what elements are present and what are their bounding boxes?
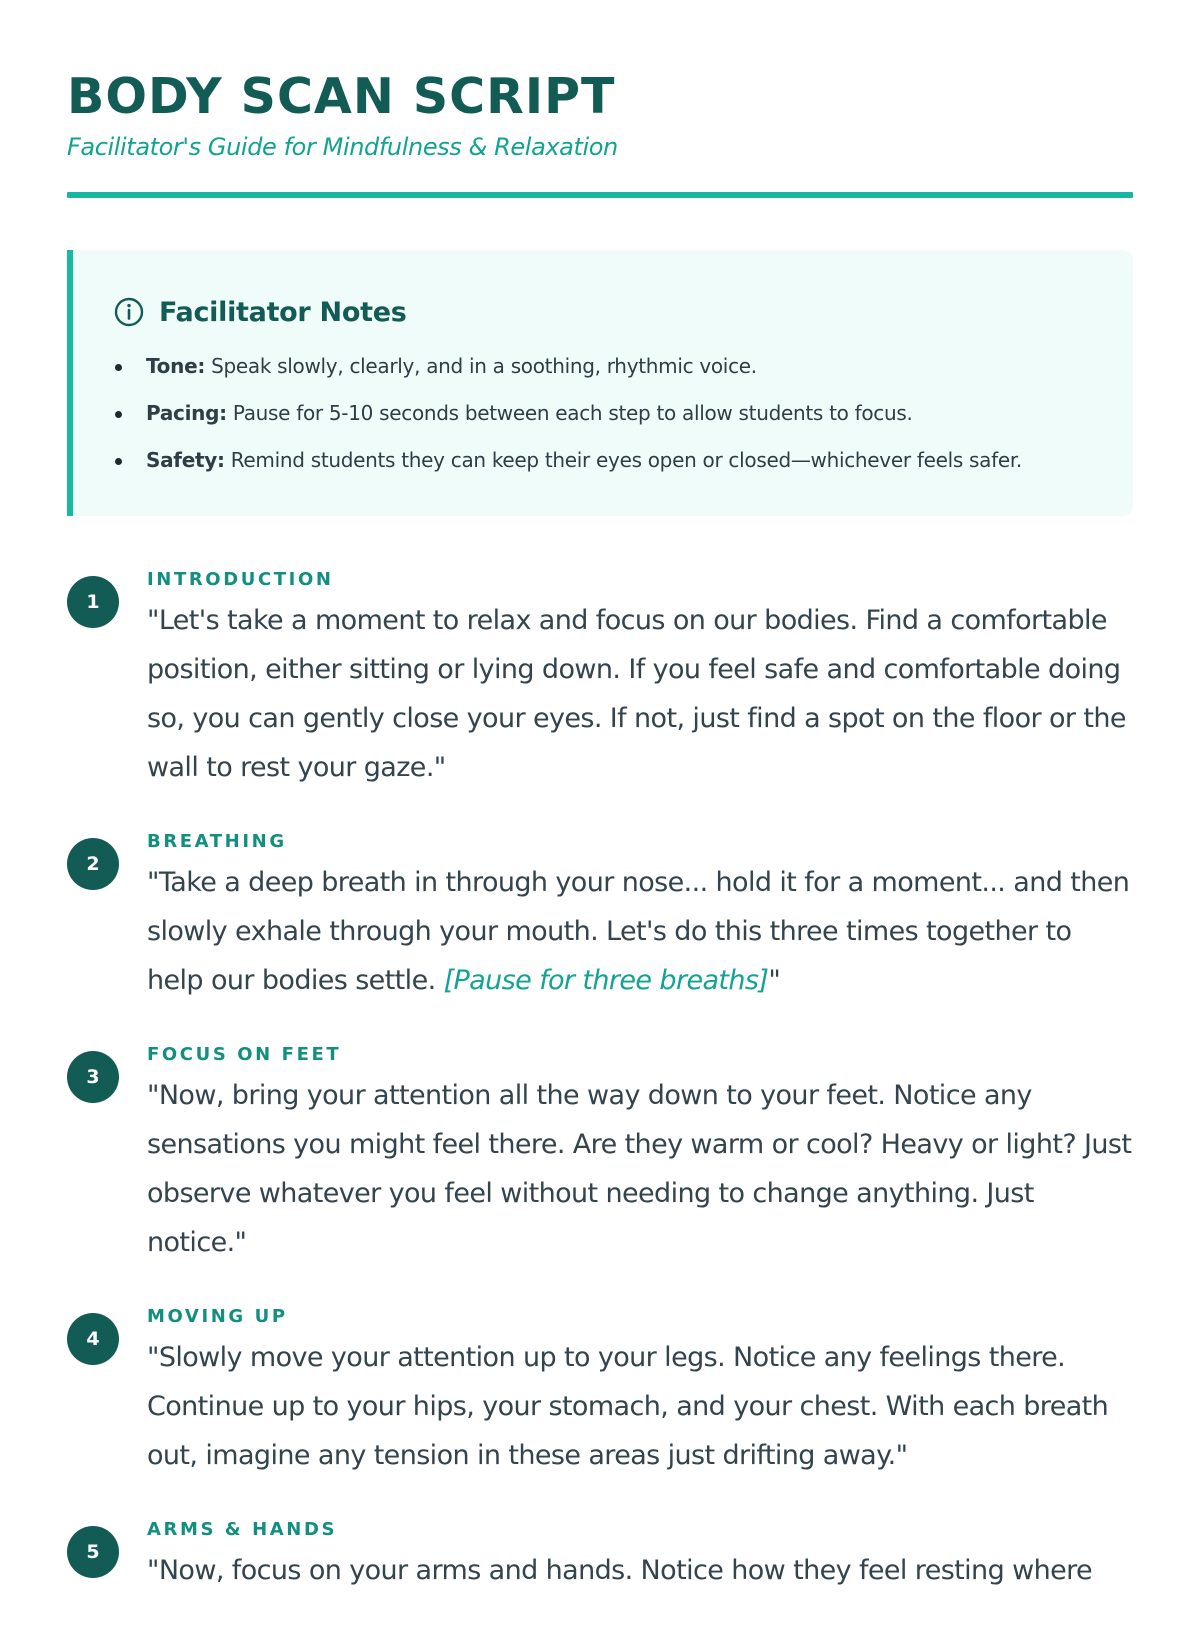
step-number-badge: 2 (67, 838, 119, 890)
step-text (147, 858, 1133, 1005)
notes-item-safety (113, 444, 1133, 491)
step-text: "Slowly move your attention up to your legs. Notice any feelings there. Continue up to your hips, your stomach, and your chest. With each breath out, imagine any tension in these areas just drifting away." (147, 1342, 1109, 1471)
facilitator-notes-box (67, 250, 1133, 516)
step-label: FOCUS ON FEET (147, 1044, 342, 1065)
page-subtitle: Facilitator's Guide for Mindfulness & Relaxation (67, 133, 618, 161)
notes-item-text: Remind students they can keep their eyes open or closed—whichever feels safer. (224, 448, 1022, 472)
notes-item-text: Pause for 5-10 seconds between each step to allow students to focus. (226, 401, 913, 425)
step-focus-on-feet (67, 1043, 1133, 1267)
notes-item-label: Tone: (146, 354, 206, 378)
header-divider (67, 192, 1133, 198)
step-label: BREATHING (147, 831, 287, 852)
step-breathing (67, 830, 1133, 1005)
step-text: "Now, focus on your arms and hands. Notice how they feel resting where (147, 1555, 1093, 1586)
step-number-badge: 5 (67, 1526, 119, 1578)
info-icon (113, 296, 145, 328)
step-text: "Now, bring your attention all the way down to your feet. Notice any sensations you might feel there. Are they warm or cool? Heavy or light? Just observe whatever you feel without needing to change anything. Just notice." (147, 1080, 1132, 1258)
step-number-badge: 4 (67, 1313, 119, 1365)
step-label: MOVING UP (147, 1306, 288, 1327)
script-steps (67, 568, 1133, 1595)
step-introduction (67, 568, 1133, 792)
notes-list (113, 350, 1133, 491)
notes-item-text: Speak slowly, clearly, and in a soothing, rhythmic voice. (205, 354, 757, 378)
notes-item-tone (113, 350, 1133, 397)
step-number-badge: 1 (67, 576, 119, 628)
notes-item-label: Safety: (146, 448, 225, 472)
step-label: ARMS & HANDS (147, 1519, 338, 1540)
step-text: "Let's take a moment to relax and focus on our bodies. Find a comfortable position, either sitting or lying down. If you feel safe and comfortable doing so, you can gently close your eyes. If not, just find a spot on the floor or the wall to rest your gaze." (147, 605, 1126, 783)
step-number-badge: 3 (67, 1051, 119, 1103)
notes-header (113, 294, 1133, 330)
notes-title: Facilitator Notes (159, 296, 407, 328)
page-title: BODY SCAN SCRIPT (67, 68, 616, 125)
notes-item-pacing (113, 397, 1133, 444)
notes-item-label: Pacing: (146, 401, 227, 425)
step-text-body: "Take a deep breath in through your nose... hold it for a moment... and then slowly exhale through your mouth. Let's do this three times together to help our bodies settle. (147, 867, 1130, 996)
step-moving-up (67, 1305, 1133, 1480)
step-arms-and-hands (67, 1518, 1133, 1595)
document-page (67, 0, 1133, 1637)
step-text-end: " (768, 965, 781, 996)
step-label: INTRODUCTION (147, 569, 334, 590)
pause-cue: [Pause for three breaths] (443, 965, 769, 996)
